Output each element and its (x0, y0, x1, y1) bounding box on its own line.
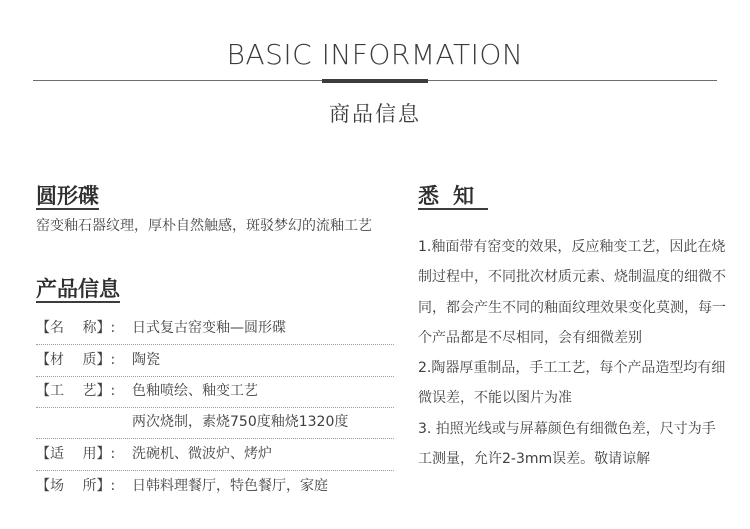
notice-item: 2.陶器厚重制品，手工工艺，每个产品造型均有细微误差，不能以图片为准 (418, 360, 726, 407)
notice-item: 1.釉面带有窑变的效果，反应釉变工艺，因此在烧制过程中，不同批次材质元素、烧制温度的细微不同，都会产生不同的釉面纹理效果变化莫测，每一个产品都是不尽相同，会有细微差别 (418, 239, 726, 346)
spec-row-material (36, 344, 394, 377)
header-subtitle: 商品信息 (329, 102, 421, 126)
spec-label: 【场 所】: (36, 478, 116, 494)
header-divider-accent (322, 79, 428, 83)
spec-label: 【材 质】: (36, 352, 116, 368)
spec-row-firing (36, 406, 394, 439)
info-heading: 产品信息 (36, 277, 120, 301)
header-title: BASIC INFORMATION (226, 38, 524, 71)
spec-row-craft (36, 375, 394, 408)
spec-value: 两次烧制，素烧750度釉烧1320度 (132, 414, 349, 430)
product-description: 窑变釉石器纹理，厚朴自然触感，斑驳梦幻的流釉工艺 (36, 218, 372, 234)
spec-value: 洗碗机、微波炉、烤炉 (132, 446, 272, 462)
notice-item: 3. 拍照光线或与屏幕颜色有细微色差，尺寸为手工测量，允许2-3mm误差。敬请谅解 (418, 420, 716, 468)
product-name: 圆形碟 (36, 184, 99, 208)
spec-value: 陶瓷 (132, 352, 160, 368)
spec-row-name (36, 312, 394, 345)
spec-label: 【名 称】: (36, 320, 116, 336)
notice-list (418, 232, 728, 474)
spec-value: 日韩料理餐厅，特色餐厅，家庭 (132, 478, 328, 494)
spec-row-venue (36, 470, 394, 502)
spec-value: 日式复古窑变釉—圆形碟 (132, 320, 286, 336)
spec-label: 【工 艺】: (36, 383, 116, 399)
notice-heading: 悉知 (418, 184, 488, 208)
spec-value: 色釉喷绘、釉变工艺 (132, 383, 258, 399)
spec-row-usage (36, 438, 394, 471)
spec-label: 【适 用】: (36, 446, 116, 462)
